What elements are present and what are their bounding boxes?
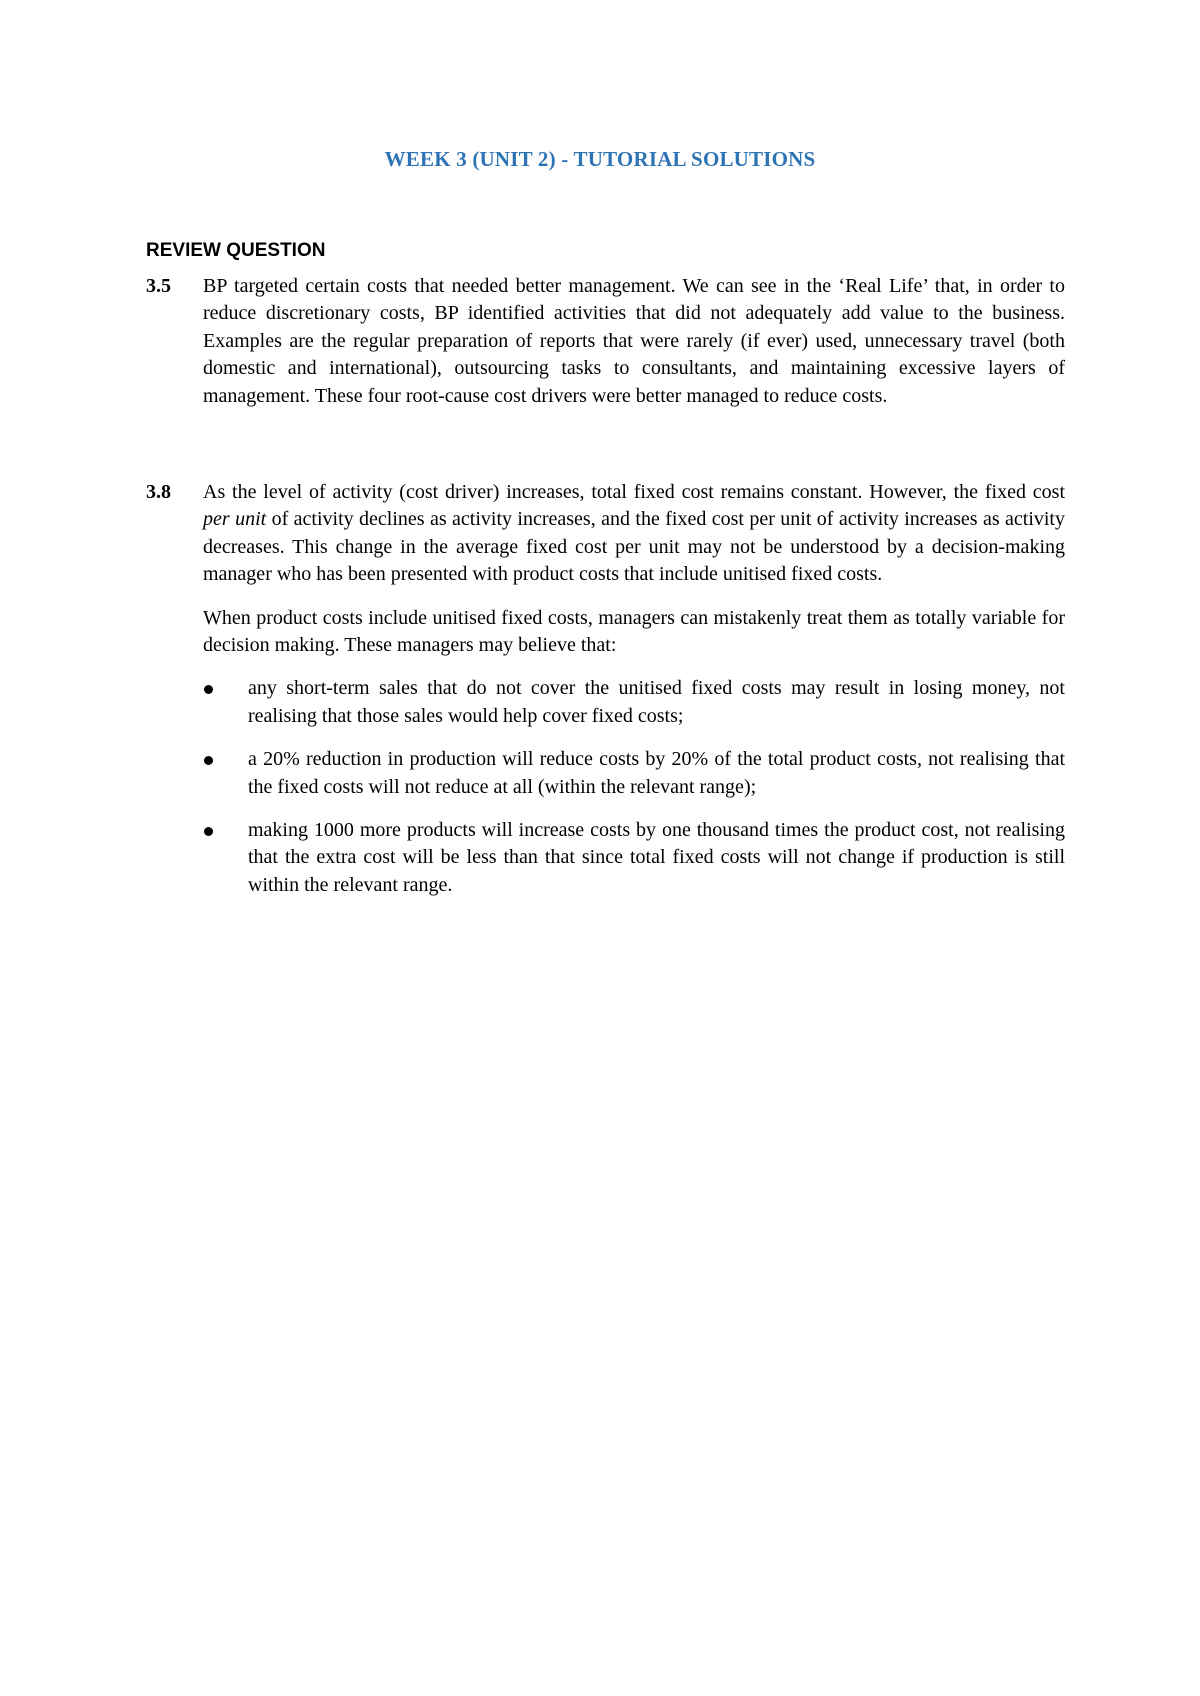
list-item [203,675,1065,730]
emphasis-text: per unit [203,508,267,531]
text-run: of activity declines as activity increases, and the fixed cost per unit of activity increases as activity decreases. This change in the average fixed cost per unit may not be understood by a decision-making manager who has been presented with product costs that include unitised fixed costs. [203,508,1065,586]
question-body [203,273,1065,410]
list-item-text: making 1000 more products will increase costs by one thousand times the product cost, not realising that the extra cost will be less than that since total fixed costs will not change if production is still within the relevant range. [248,819,1065,896]
list-item-text: any short-term sales that do not cover the unitised fixed costs may result in losing money, not realising that those sales would help cover fixed costs; [248,677,1065,727]
page-title: WEEK 3 (UNIT 2) - TUTORIAL SOLUTIONS [384,147,816,171]
list-item-text: a 20% reduction in production will reduce costs by 20% of the total product costs, not realising that the fixed costs will not reduce at all (within the relevant range); [248,748,1065,798]
list-item [203,746,1065,801]
answer-paragraph: BP targeted certain costs that needed better management. We can see in the ‘Real Life’ that, in order to reduce discretionary costs, BP identified activities that did not adequately add value to the business. Examples are the regular preparation of reports that were rarely (if ever) used, unnecessary travel (both domestic and international), outsourcing tasks to consultants, and maintaining excessive layers of management. These four root-cause cost drivers were better managed to reduce costs. [203,275,1065,407]
question-body [203,479,1065,915]
answer-paragraph [203,479,1065,589]
bullet-icon [204,685,213,694]
answer-paragraph: When product costs include unitised fixed costs, managers can mistakenly treat them as totally variable for decision making. These managers may believe that: [203,606,1065,657]
text-run: As the level of activity (cost driver) increases, total fixed cost remains constant. However, the fixed cost [203,481,1065,503]
section-heading: REVIEW QUESTION [146,240,326,261]
bullet-icon [204,756,213,765]
bullet-icon [204,827,213,836]
question-number: 3.5 [146,275,171,297]
list-item [203,817,1065,899]
bullet-list [203,675,1065,899]
question-number: 3.8 [146,481,171,503]
